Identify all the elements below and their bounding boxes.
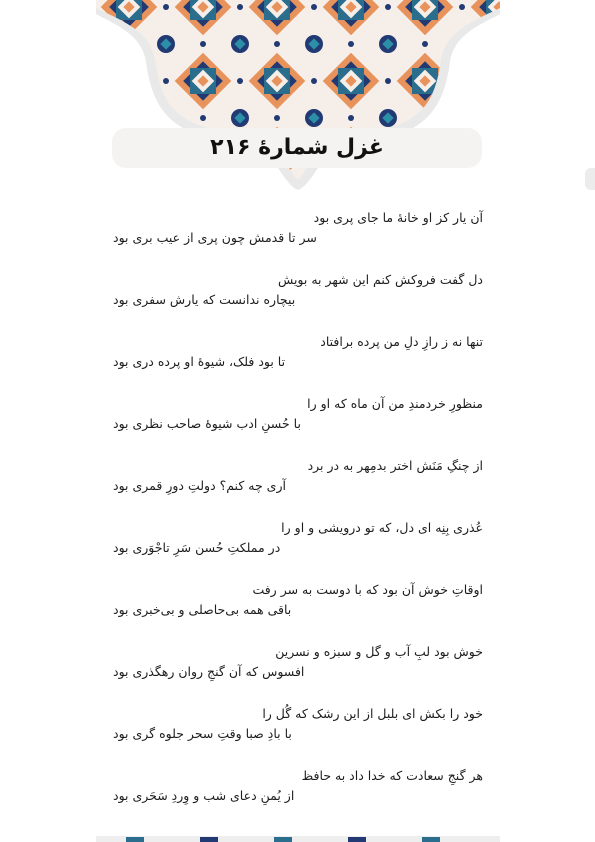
couplet-8-first-hemistich: خوش بود لبِ آب و گل و سبزه و نسرین <box>275 644 483 659</box>
couplet-5-first-hemistich: از چنگِ مَنَش اختر بدمِهر به در برد <box>307 458 483 473</box>
couplet-2-first-hemistich: دل گفت فروکش کنم این شهر به بویش <box>278 272 483 287</box>
couplet-3-first-hemistich: تنها نه ز رازِ دلِ من پرده برافتاد <box>320 334 483 349</box>
couplet-6-second-hemistich: در مملکتِ حُسن سَرِ تاجْوَری بود <box>113 540 281 555</box>
couplet-7-second-hemistich: باقی همه بی‌حاصلی و بی‌خبری بود <box>113 602 292 617</box>
couplet-2-second-hemistich: بیچاره ندانست که یارش سفری بود <box>113 292 296 307</box>
couplet-3-second-hemistich: تا بود فلک، شیوهٔ او پرده دری بود <box>113 354 286 369</box>
couplet-6-first-hemistich: عُذری بِنِه ای دل، که تو درویشی و او را <box>281 520 483 535</box>
couplet-1-first-hemistich: آن یار کز او خانهٔ ما جای پری بود <box>313 210 483 225</box>
couplet-4-first-hemistich: منظورِ خردمندِ من آن ماه که او را <box>307 396 483 411</box>
bottom-tile-border <box>96 834 500 842</box>
couplet-9-second-hemistich: با بادِ صبا وقتِ سحر جلوه گری بود <box>113 726 292 741</box>
couplet-7-first-hemistich: اوقاتِ خوش آن بود که با دوست به سر رفت <box>252 582 483 597</box>
couplet-10-first-hemistich: هر گنجِ سعادت که خدا داد به حافظ <box>301 768 483 783</box>
poem-title: غزل شمارهٔ ۲۱۶ <box>210 135 384 160</box>
couplet-9-first-hemistich: خود را بکش ای بلبل از این رشک که گُل را <box>262 706 483 721</box>
couplet-8-second-hemistich: افسوس که آن گنجِ روان رهگذری بود <box>113 664 305 679</box>
couplet-5-second-hemistich: آری چه کنم؟ دولتِ دورِ قمری بود <box>113 478 286 493</box>
couplet-4-second-hemistich: با حُسنِ ادب شیوهٔ صاحب نظری بود <box>113 416 301 431</box>
couplet-10-second-hemistich: از یُمنِ دعای شب و وِردِ سَحَری بود <box>113 788 295 803</box>
couplet-1-second-hemistich: سر تا قدمش چون پری از عیب بری بود <box>113 230 317 245</box>
